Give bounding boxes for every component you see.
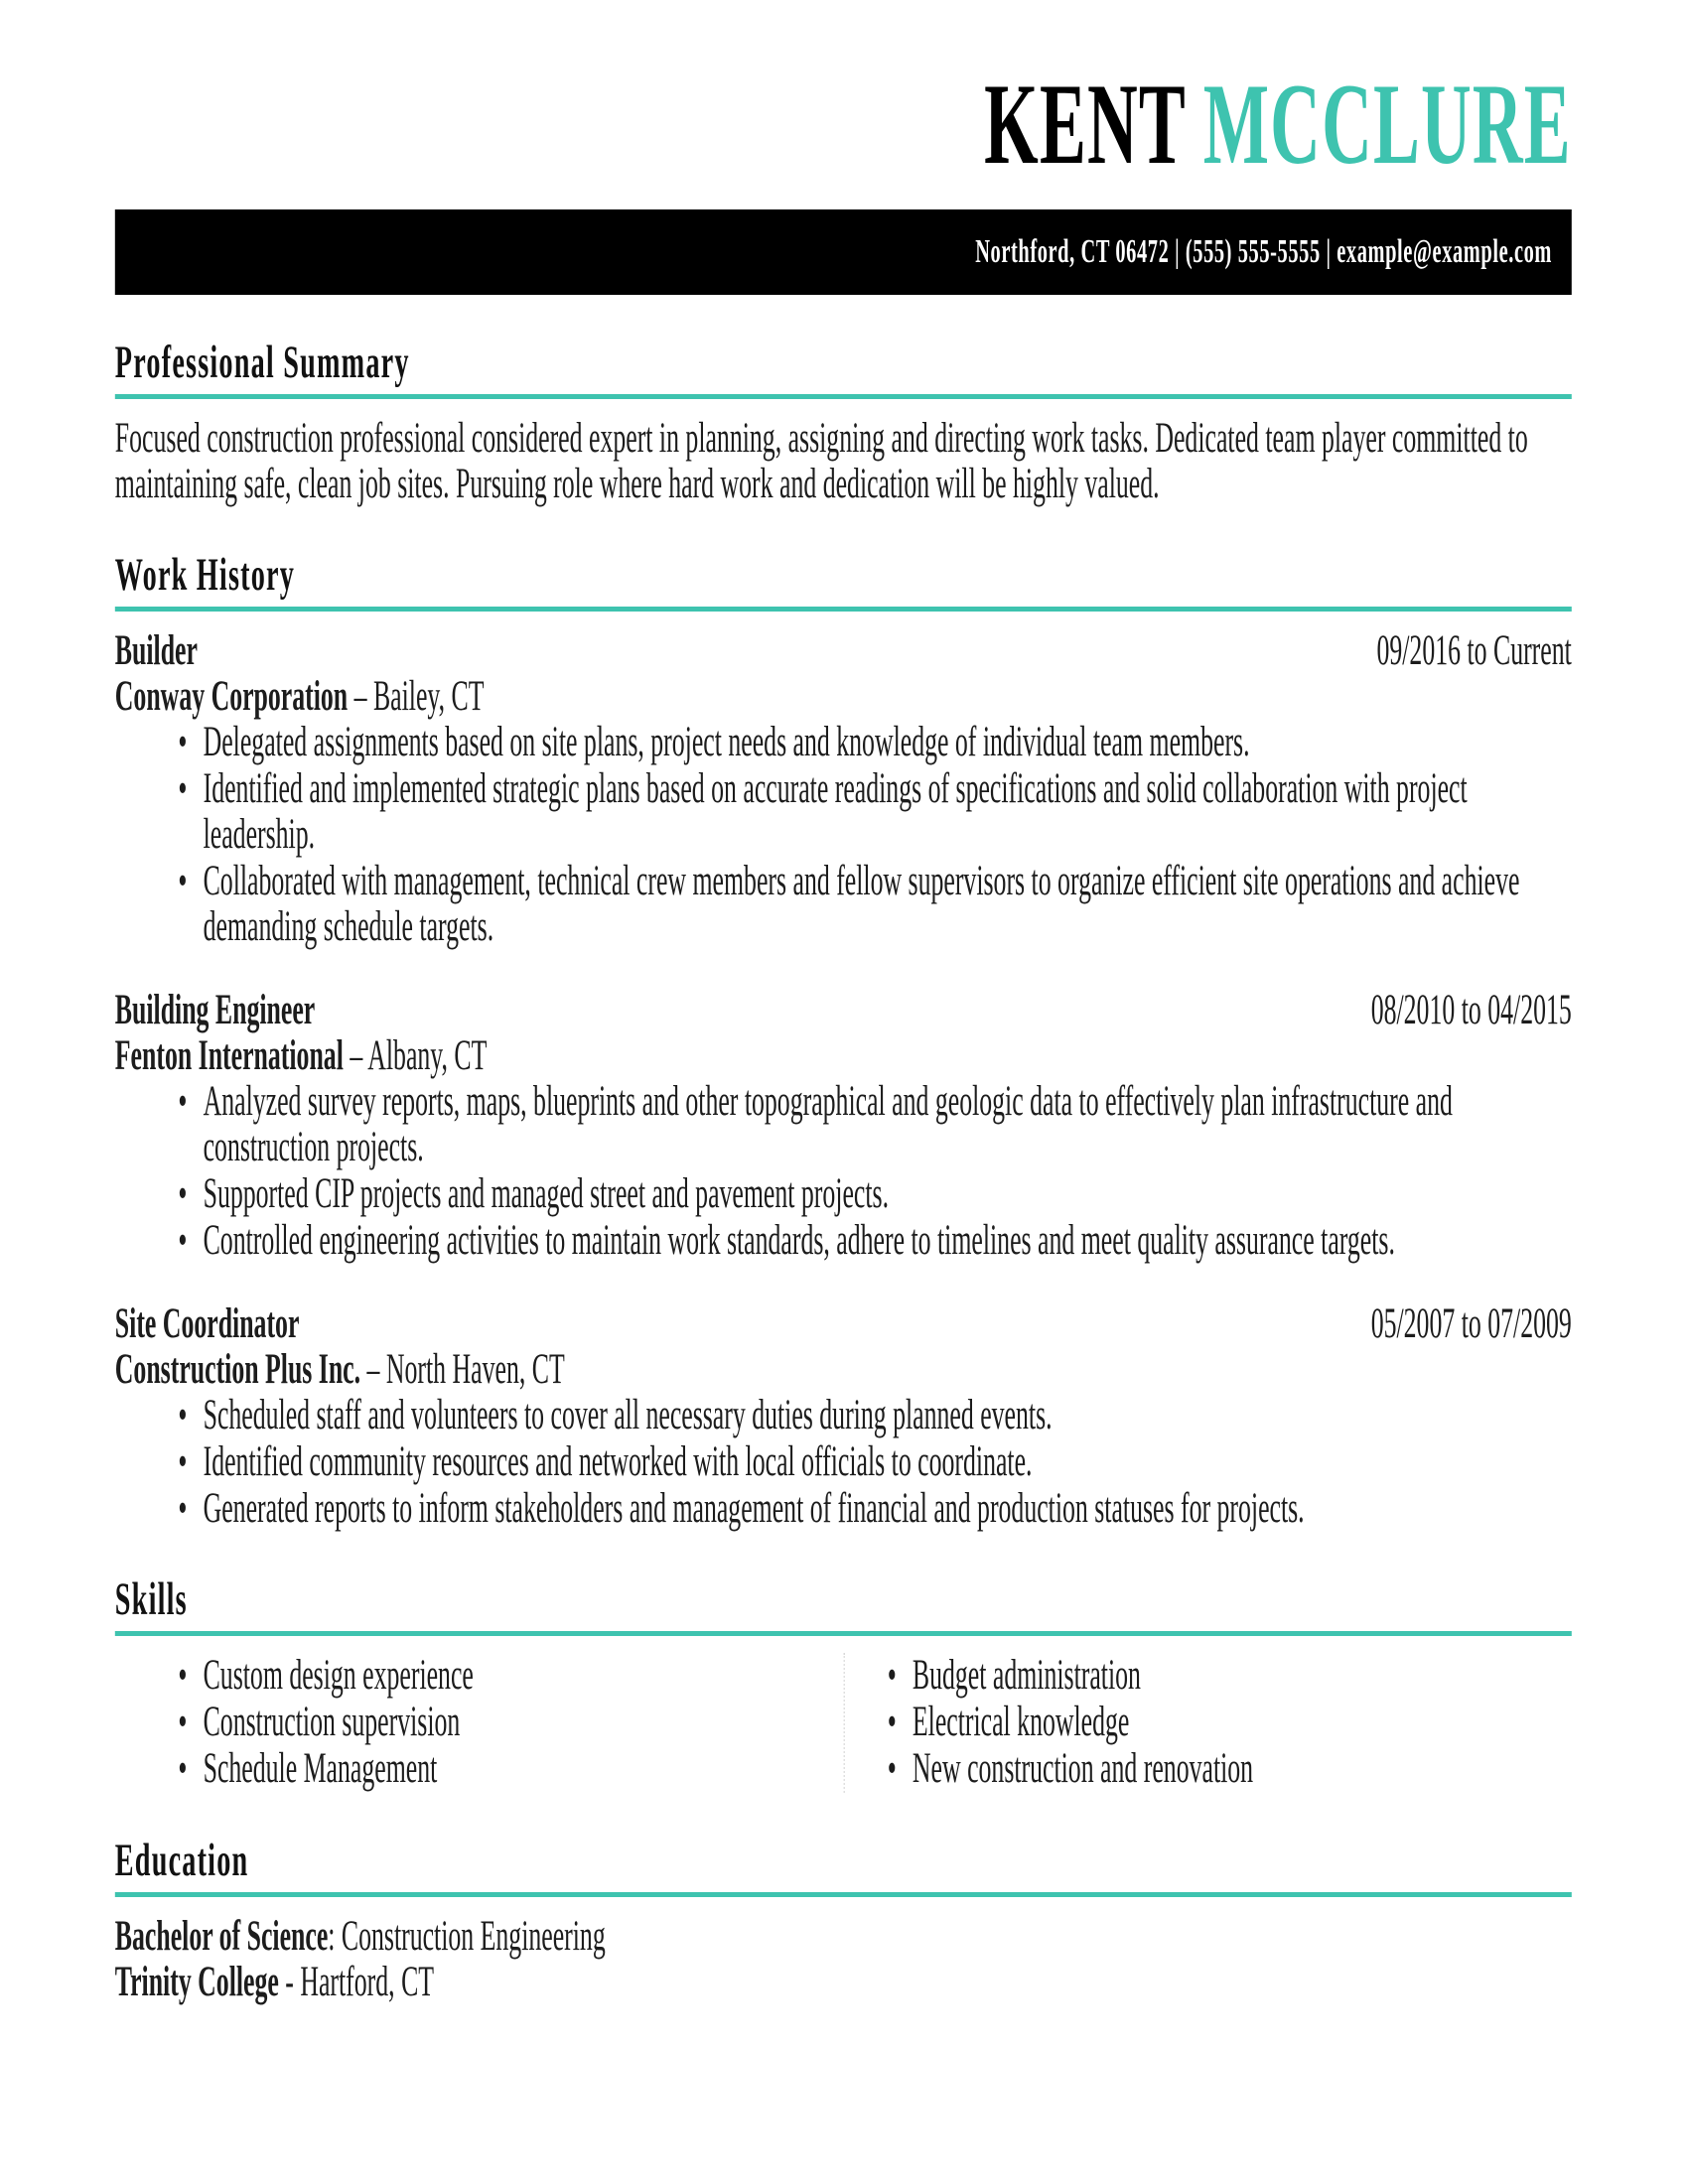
- job-head: [115, 1301, 1572, 1347]
- skill-item: • New construction and renovation: [887, 1746, 1572, 1792]
- school-location: - Hartford, CT: [278, 1958, 435, 2005]
- job-entry: [115, 628, 1572, 950]
- section-skills: [115, 1573, 1572, 1793]
- skill-item: • Schedule Management: [177, 1746, 843, 1792]
- contact-info: Northford, CT 06472 | (555) 555-5555 | example@example.com: [975, 232, 1553, 270]
- education-content: [115, 1914, 1572, 2005]
- first-name: KENT: [984, 61, 1187, 189]
- section-rule: [115, 394, 1572, 399]
- degree-name: Bachelor of Science: [114, 1912, 329, 1960]
- summary-content: [115, 416, 1572, 507]
- job-entry: [115, 1301, 1572, 1532]
- section-professional-summary: [115, 337, 1572, 507]
- school-line: [115, 1960, 1572, 2005]
- skills-list: [845, 1653, 1572, 1792]
- skills-list: [115, 1653, 844, 1792]
- job-title: Builder: [114, 626, 198, 674]
- company-name: Conway Corporation: [114, 672, 349, 720]
- skill-item: • Budget administration: [887, 1653, 1572, 1699]
- skills-grid: [115, 1653, 1572, 1793]
- company-name: Fenton International: [114, 1031, 344, 1079]
- section-rule: [115, 607, 1572, 612]
- job-location: – Bailey, CT: [348, 672, 485, 720]
- bullet-item: • Identified and implemented strategic plans based on accurate readings of specifications and solid collaboration with project leadership.: [177, 766, 1572, 858]
- job-location: – Albany, CT: [343, 1031, 488, 1079]
- section-education: [115, 1835, 1572, 2005]
- job-bullets: [115, 1079, 1572, 1264]
- school-name: Trinity College: [114, 1958, 279, 2005]
- summary-text: Focused construction professional considered expert in planning, assigning and directing work tasks. Dedicated team player committed to maintaining safe, clean job sites. Pursuing role where hard work and dedication will be highly valued.: [114, 414, 1528, 507]
- skill-item: • Construction supervision: [177, 1700, 843, 1745]
- skill-item: • Electrical knowledge: [887, 1700, 1572, 1745]
- contact-bar: [115, 209, 1572, 295]
- skill-item: • Custom design experience: [177, 1653, 843, 1699]
- degree-line: [115, 1914, 1572, 1960]
- bullet-item: • Analyzed survey reports, maps, blueprints and other topographical and geologic data to effectively plan infrastructure and construction projects.: [177, 1079, 1572, 1170]
- section-title: Skills: [114, 1572, 188, 1625]
- bullet-item: • Controlled engineering activities to maintain work standards, adhere to timelines and meet quality assurance targets.: [177, 1218, 1572, 1264]
- degree-field: : Construction Engineering: [328, 1912, 606, 1960]
- company-name: Construction Plus Inc.: [114, 1345, 361, 1393]
- bullet-item: • Delegated assignments based on site plans, project needs and knowledge of individual team members.: [177, 720, 1572, 765]
- section-rule: [115, 1892, 1572, 1897]
- section-title: Professional Summary: [114, 336, 410, 388]
- job-dates: 08/2010 to 04/2015: [1370, 986, 1572, 1033]
- candidate-name: [115, 61, 1572, 189]
- bullet-item: • Scheduled staff and volunteers to cover all necessary duties during planned events.: [177, 1393, 1572, 1438]
- job-dates: 05/2007 to 07/2009: [1370, 1299, 1572, 1347]
- job-head: [115, 628, 1572, 674]
- company-line: [115, 674, 1572, 720]
- section-title: Education: [114, 1834, 249, 1886]
- company-line: [115, 1347, 1572, 1393]
- job-dates: 09/2016 to Current: [1376, 626, 1572, 674]
- job-bullets: [115, 720, 1572, 950]
- job-bullets: [115, 1393, 1572, 1532]
- bullet-item: • Identified community resources and networked with local officials to coordinate.: [177, 1439, 1572, 1485]
- job-head: [115, 988, 1572, 1033]
- company-line: [115, 1033, 1572, 1079]
- last-name: MCCLURE: [1202, 61, 1572, 189]
- jobs-list: [115, 628, 1572, 1532]
- bullet-item: • Collaborated with management, technical crew members and fellow supervisors to organize efficient site operations and achieve demanding schedule targets.: [177, 859, 1572, 950]
- section-work-history: [115, 549, 1572, 1532]
- job-title: Site Coordinator: [114, 1299, 300, 1347]
- resume-content: [115, 0, 1572, 2005]
- job-title: Building Engineer: [114, 986, 316, 1033]
- bullet-item: • Supported CIP projects and managed street and pavement projects.: [177, 1171, 1572, 1217]
- skills-column: [115, 1653, 844, 1793]
- section-rule: [115, 1631, 1572, 1636]
- section-title: Work History: [114, 548, 296, 601]
- job-location: – North Haven, CT: [360, 1345, 565, 1393]
- job-entry: [115, 988, 1572, 1264]
- bullet-item: • Generated reports to inform stakeholders and management of financial and production statuses for projects.: [177, 1486, 1572, 1532]
- skills-column: [843, 1653, 1572, 1793]
